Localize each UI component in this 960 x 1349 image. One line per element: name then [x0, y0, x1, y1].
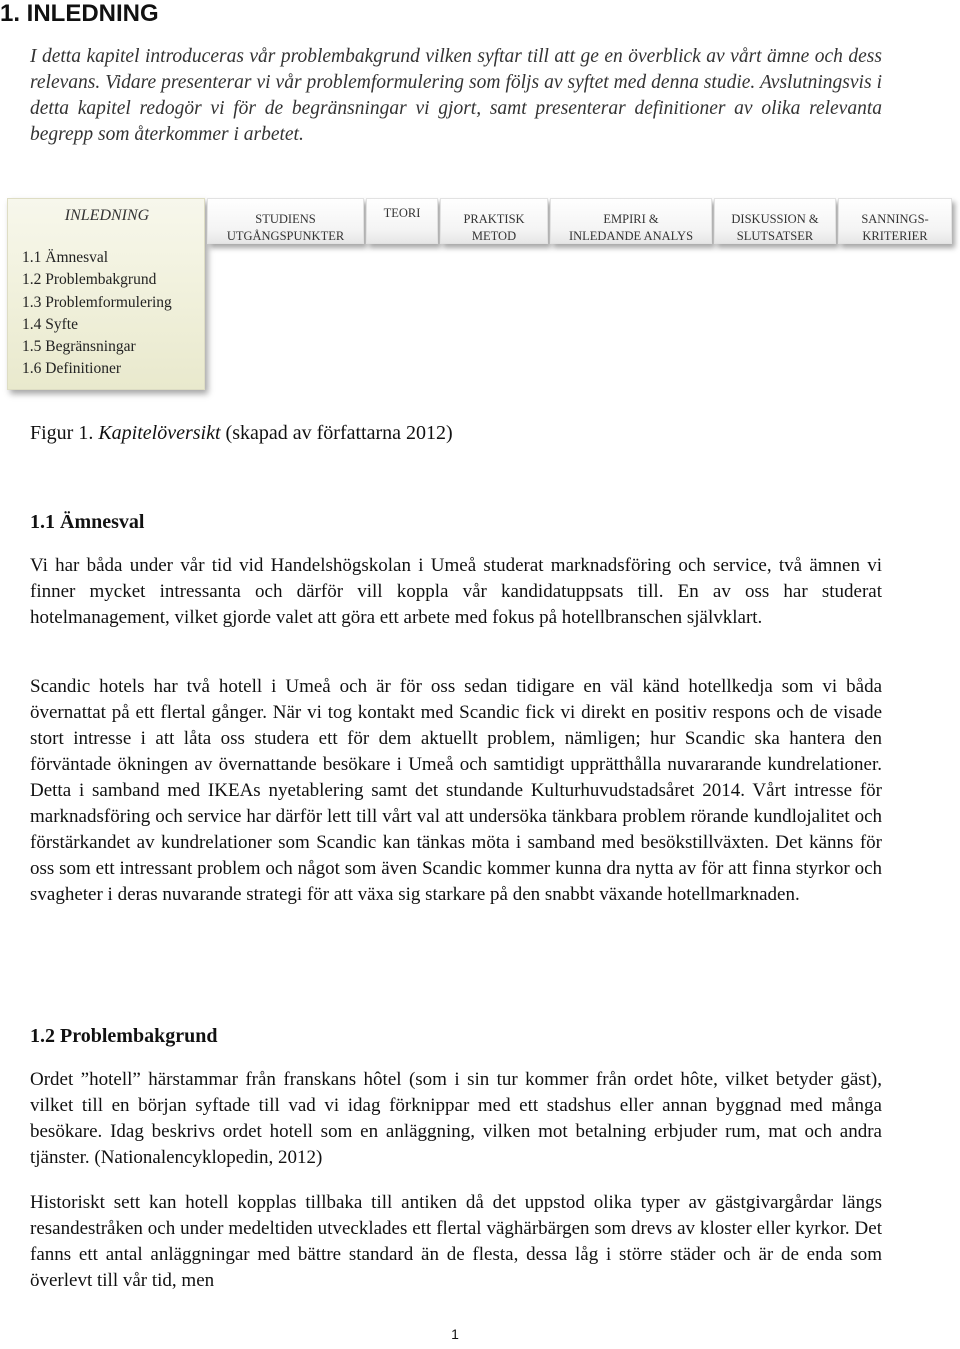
section-heading-problembakgrund: 1.2 Problembakgrund: [30, 1025, 218, 1047]
paragraph: Vi har båda under vår tid vid Handelshögskolan i Umeå studerat marknadsföring och service, två ämnen vi finner mycket intressanta och därför vill koppla vår kandidatuppsats till. En av oss har studerat hotelmanagement, vilket gjorde valet att göra ett arbete med fokus på hotellbranschen självklart.: [30, 555, 882, 628]
tile-praktisk-metod: [440, 198, 548, 244]
section-list-item: 1.3 Problemformulering: [22, 293, 172, 311]
tile-inledning: [7, 198, 205, 390]
figure-caption-title: Kapitelöversikt: [98, 422, 221, 444]
tile-label-line: STUDIENS: [255, 212, 316, 226]
tile-empiri-inledande-analys: [550, 198, 712, 244]
tile-label-line: PRAKTISK: [463, 212, 525, 226]
paragraph: Scandic hotels har två hotell i Umeå och är för oss sedan tidigare en väl känd hotellkedja som vi båda övernattat på ett flertal gånger. När vi tog kontakt med Scandic fick vi direkt en positiv respons och de visade stort intresse i att låta oss studera ett för dem aktuellt problem, nämligen; hur Scandic ska hantera den förväntade ökningen av övernattande besökare i Umeå och samtidigt upprätthålla nuvararande kundrelationer. Detta i samband med IKEAs nyetablering samt det stundande Kulturhuvudstadsåret 2014. Vårt intresse för marknadsföring och service har därför lett till vårt val att undersöka tänkbara problem rörande kundlojalitet och förstärkandet av kundrelationer som Scandic kan tänkas möta i samband med besökstillväxten. Det känns för oss som ett intressant problem och något som även Scandic kommer kunna dra nytta av för att finna styrkor och svagheter i deras nuvarande strategi för att växa sig starkare på den snabbt växande hotellmarknaden.: [30, 676, 882, 905]
tile-label-line: INLEDANDE ANALYS: [568, 229, 694, 243]
section-list-item: 1.2 Problembakgrund: [22, 271, 157, 289]
tile-sanningskriterier: [838, 198, 952, 244]
figure-caption-prefix: Figur 1.: [30, 422, 99, 444]
tile-inledning-label: INLEDNING: [64, 207, 150, 224]
tile-label-line: UTGÅNGSPUNKTER: [226, 229, 345, 243]
section-heading-amnesval: 1.1 Ämnesval: [30, 511, 145, 533]
tile-label-line: TEORI: [383, 206, 421, 220]
chapter-section-list: [22, 247, 172, 381]
paragraph: Ordet ”hotell” härstammar från franskans hôtel (som i sin tur kommer från ordet hôte, vilket betyder gäst), vilket till en början syftade till vad vi idag förknippar med ett stadshus eller annan byggnad med många besökare. Idag beskrivs ordet hotell som en anläggning, vilken mot betalning erbjuder rum, mat och andra tjänster. (Nationalencyklopedin, 2012): [30, 1069, 882, 1168]
tile-label-line: SANNINGS-: [861, 212, 929, 226]
figure-caption: [30, 420, 453, 446]
section-list-item: 1.5 Begränsningar: [22, 338, 136, 356]
tile-label-line: METOD: [471, 229, 517, 243]
chapter-heading: 1. INLEDNING: [0, 0, 159, 27]
tile-label-line: DISKUSSION &: [731, 212, 819, 226]
page-number: 1: [451, 1326, 459, 1342]
tile-teori: [366, 198, 438, 244]
chapter-intro: I detta kapitel introduceras vår problembakgrund vilken syftar till att ge en överblick av vårt ämne och dess relevans. Vidare presenterar vi vår problemformulering som följs av syftet med denna studie. Avslutningsvis i detta kapitel redogör vi för de begränsningar vi gjort, samt presenterar definitioner av olika relevanta begrepp som återkommer i arbetet.: [30, 46, 882, 145]
tile-diskussion-slutsatser: [714, 198, 836, 244]
tile-label-line: KRITERIER: [862, 229, 928, 243]
tile-label-line: EMPIRI &: [603, 212, 659, 226]
section-list-item: 1.6 Definitioner: [22, 360, 122, 378]
section-list-item: 1.4 Syfte: [22, 315, 78, 333]
figure-caption-suffix: (skapad av författarna 2012): [220, 422, 453, 444]
section-list-item: 1.1 Ämnesval: [22, 249, 109, 266]
tile-studiens-utgangspunkter: [207, 198, 364, 244]
tile-label-line: SLUTSATSER: [736, 229, 814, 243]
paragraph: Historiskt sett kan hotell kopplas tillbaka till antiken då det uppstod olika typer av gästgivargårdar längs resandestråken och under medeltiden utvecklades ett flertal väghärbärgen som drevs av kloster eller kyrkor. Det fanns ett antal anläggningar med bättre standard än de flesta, dessa låg i större städer och är de enda som överlevt till vår tid, men: [30, 1192, 882, 1291]
